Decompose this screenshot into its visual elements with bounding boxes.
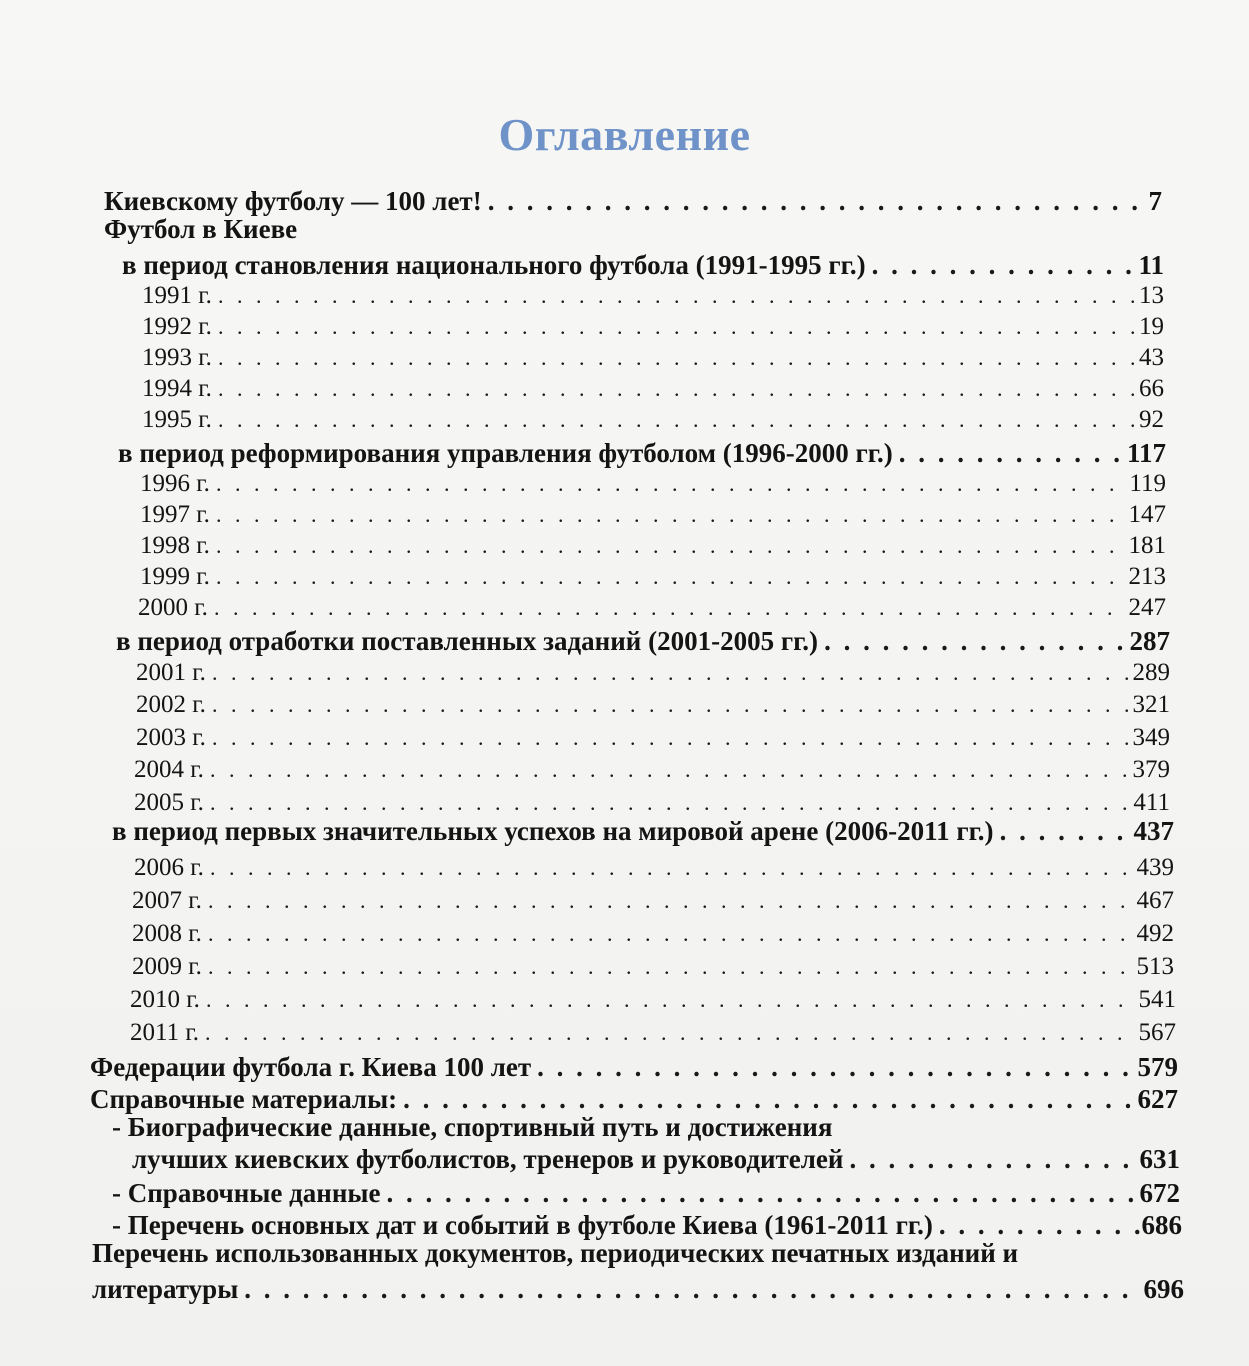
leader-dots <box>216 564 1127 590</box>
toc-entry-year[interactable] <box>140 563 1166 595</box>
toc-entry-label: 2007 г. <box>132 887 202 914</box>
leader-dots <box>205 1020 1136 1046</box>
toc-entry-label: 2011 г. <box>130 1019 200 1046</box>
toc-entry-period[interactable] <box>118 438 1166 470</box>
toc-page-number: 672 <box>1139 1178 1180 1208</box>
toc-page-number: 43 <box>1139 344 1164 371</box>
toc-entry-period[interactable] <box>122 250 1164 282</box>
toc-entry-label: - Справочные данные <box>112 1178 381 1208</box>
toc-entry-label: - Перечень основных дат и событий в футболе Киева (1961-2011 гг.) <box>112 1210 933 1240</box>
toc-entry-period[interactable] <box>116 626 1170 658</box>
toc-page-number: 7 <box>1148 186 1162 216</box>
leader-dots <box>206 987 1137 1013</box>
leader-dots <box>208 888 1135 914</box>
toc-entry-label: 1997 г. <box>140 501 210 528</box>
toc-entry-year[interactable] <box>130 1019 1176 1051</box>
leader-dots <box>1000 816 1132 847</box>
leader-dots <box>216 533 1127 559</box>
page-title: Оглавление <box>498 109 751 160</box>
toc-page-number: 379 <box>1132 756 1170 783</box>
toc-entry-year[interactable] <box>142 282 1164 314</box>
toc-entry-year[interactable] <box>140 470 1166 502</box>
toc-entry-label: 1991 г. <box>142 282 212 309</box>
leader-dots <box>212 725 1131 751</box>
toc-page-number: 66 <box>1139 375 1164 402</box>
leader-dots <box>537 1052 1135 1083</box>
leader-dots <box>386 1178 1137 1209</box>
toc-entry-label: литературы <box>92 1274 239 1304</box>
toc-page-number: 147 <box>1128 501 1166 528</box>
leader-dots <box>208 954 1135 980</box>
leader-dots <box>218 345 1137 371</box>
toc-entry-ref-data[interactable] <box>112 1178 1180 1210</box>
toc-entry-label: 2010 г. <box>130 986 200 1013</box>
toc-entry-year[interactable] <box>132 920 1174 952</box>
leader-dots <box>212 660 1131 686</box>
leader-dots <box>218 314 1137 340</box>
toc-entry-period[interactable] <box>112 816 1174 848</box>
leader-dots <box>210 790 1131 816</box>
toc-entry-year[interactable] <box>142 375 1164 407</box>
toc-page-number: 627 <box>1137 1084 1178 1114</box>
toc-entry-year[interactable] <box>130 986 1176 1018</box>
toc-page-number: 411 <box>1133 789 1170 816</box>
toc-page-number: 13 <box>1139 282 1164 309</box>
toc-entry-label: Справочные материалы: <box>90 1084 398 1114</box>
leader-dots <box>210 855 1135 881</box>
toc-page-number: 513 <box>1136 953 1174 980</box>
toc-entry-bio[interactable] <box>132 1144 1180 1176</box>
toc-page-number: 287 <box>1129 626 1170 656</box>
toc-entry-label: лучших киевских футболистов, тренеров и руководителей <box>132 1144 844 1174</box>
toc-entry-year[interactable] <box>134 756 1170 788</box>
leader-dots <box>244 1274 1141 1305</box>
toc-page-number: 541 <box>1138 986 1176 1013</box>
leader-dots <box>488 186 1147 217</box>
leader-dots <box>218 283 1137 309</box>
leader-dots <box>824 626 1127 657</box>
toc-entry-label: в период становления национального футбола (1991-1995 гг.) <box>122 250 866 280</box>
toc-page-number: 11 <box>1138 250 1164 280</box>
toc-page-number: 181 <box>1128 532 1166 559</box>
toc-entry-year[interactable] <box>142 344 1164 376</box>
toc-entry-label: 2003 г. <box>136 724 206 751</box>
toc-entry-year[interactable] <box>140 532 1166 564</box>
toc-page-number: 492 <box>1136 920 1174 947</box>
leader-dots <box>849 1144 1137 1175</box>
leader-dots <box>218 376 1137 402</box>
toc-page-number: 567 <box>1138 1019 1176 1046</box>
toc-entry-label: 1994 г. <box>142 375 212 402</box>
toc-entry-label: 2002 г. <box>136 691 206 718</box>
toc-entry-label: 2008 г. <box>132 920 202 947</box>
toc-page-number: 349 <box>1132 724 1170 751</box>
leader-dots <box>216 502 1127 528</box>
toc-entry-label: в период первых значительных успехов на мировой арене (2006-2011 гг.) <box>112 816 994 846</box>
toc-entry-label: 1999 г. <box>140 563 210 590</box>
toc-page-number: 19 <box>1139 313 1164 340</box>
toc-entry-year[interactable] <box>140 501 1166 533</box>
toc-entry-label: 2001 г. <box>136 659 206 686</box>
toc-entry-label: в период отработки поставленных заданий (2001-2005 гг.) <box>116 626 819 656</box>
toc-entry-label: 2005 г. <box>134 789 204 816</box>
toc-entry-label: 2009 г. <box>132 953 202 980</box>
toc-page-number: 696 <box>1143 1274 1184 1304</box>
toc-entry-year[interactable] <box>136 724 1170 756</box>
toc-page-number: 92 <box>1139 406 1164 433</box>
leader-dots <box>939 1210 1140 1241</box>
leader-dots <box>403 1084 1135 1115</box>
leader-dots <box>212 692 1131 718</box>
section-heading: Футбол в Киеве <box>104 214 298 244</box>
leader-dots <box>216 471 1127 497</box>
leader-dots <box>208 921 1135 947</box>
toc-entry-label: 1995 г. <box>142 406 212 433</box>
toc-entry-label: Киевскому футболу — 100 лет! <box>104 186 482 216</box>
toc-page-number: 467 <box>1136 887 1174 914</box>
table-of-contents <box>0 186 1249 1326</box>
toc-entry-bio-line1: - Биографические данные, спортивный путь и достижения <box>112 1112 833 1142</box>
toc-entry-label: 2004 г. <box>134 756 204 783</box>
toc-entry-label: Федерации футбола г. Киева 100 лет <box>90 1052 532 1082</box>
leader-dots <box>872 250 1137 281</box>
leader-dots <box>218 407 1137 433</box>
toc-entry-year[interactable] <box>136 659 1170 691</box>
toc-page-number: 247 <box>1128 594 1166 621</box>
toc-page-number: 117 <box>1126 438 1166 468</box>
toc-entry-federation[interactable] <box>90 1052 1178 1084</box>
toc-page-number: 631 <box>1139 1144 1180 1174</box>
toc-page-number: 321 <box>1132 691 1170 718</box>
leader-dots <box>214 595 1127 621</box>
toc-entry-literature-line1: Перечень использованных документов, периодических печатных изданий и <box>92 1238 1019 1268</box>
toc-page-number: 439 <box>1136 854 1174 881</box>
toc-entry-year[interactable] <box>132 887 1174 919</box>
toc-entry-year[interactable] <box>132 953 1174 985</box>
toc-entry-label: 1998 г. <box>140 532 210 559</box>
toc-entry-year[interactable] <box>142 406 1164 438</box>
toc-page-number: 289 <box>1132 659 1170 686</box>
toc-page-number: 213 <box>1128 563 1166 590</box>
leader-dots <box>210 757 1131 783</box>
toc-entry-label: 2006 г. <box>134 854 204 881</box>
toc-page-number: 686 <box>1141 1210 1182 1240</box>
toc-entry-year[interactable] <box>136 691 1170 723</box>
toc-entry-year[interactable] <box>138 594 1166 626</box>
leader-dots <box>899 438 1125 469</box>
toc-page-number: 437 <box>1133 816 1174 846</box>
toc-entry-year[interactable] <box>134 854 1174 886</box>
toc-entry-label: в период реформирования управления футболом (1996-2000 гг.) <box>118 438 893 468</box>
toc-entry-literature[interactable] <box>92 1274 1184 1306</box>
toc-entry-year[interactable] <box>142 313 1164 345</box>
toc-page-number: 119 <box>1129 470 1166 497</box>
toc-entry-label: 1993 г. <box>142 344 212 371</box>
toc-page-number: 579 <box>1137 1052 1178 1082</box>
toc-entry-label: 2000 г. <box>138 594 208 621</box>
toc-entry-label: 1992 г. <box>142 313 212 340</box>
toc-entry-label: 1996 г. <box>140 470 210 497</box>
